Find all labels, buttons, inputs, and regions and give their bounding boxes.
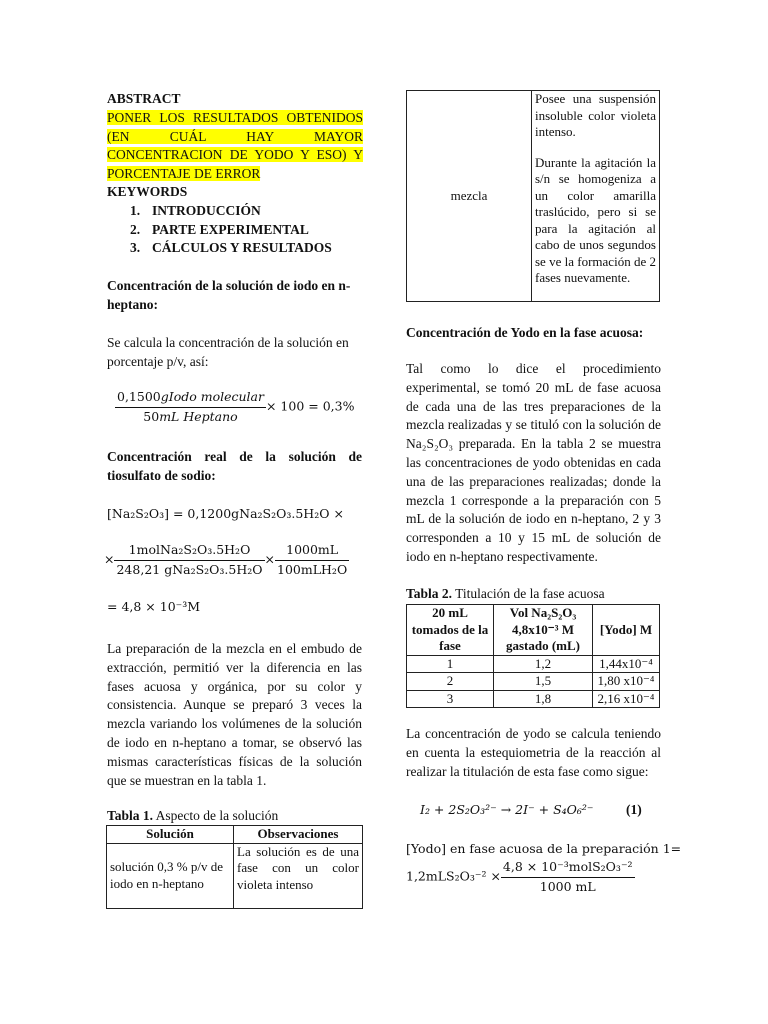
abstract-highlight-note xyxy=(107,109,363,183)
conc-iodo-heading: Concentración de la solución de iodo en n-heptano: xyxy=(107,278,351,312)
yodo-line: [Yodo] en fase acuosa de la preparación 1= xyxy=(406,841,682,856)
table1 xyxy=(106,825,363,909)
table-cell: La solución es de una fase con un color violeta intenso xyxy=(234,843,363,908)
conc-iodo-text: Se calcula la concentración de la solución en porcentaje p/v, así: xyxy=(107,335,349,369)
equation-percent: $\frac{\text{0,1500gIodo molecular}}{\text{50mL Heptano}}$ × 100 = 0,3% xyxy=(115,388,375,426)
table-header: [Yodo] M xyxy=(593,605,660,656)
table2-caption: Tabla 2. Titulación de la fase acuosa xyxy=(406,586,605,601)
section-item: 3. CÁLCULOS Y RESULTADOS xyxy=(130,240,332,256)
table-row xyxy=(407,91,660,302)
equation-tiosulfato-line1: [Na₂S₂O₃] = 0,1200gNa₂S₂O₃.5H₂O × xyxy=(107,506,344,521)
body-paragraph: Tal como lo dice el procedimiento experimental, se tomó 20 mL de fase acuosa de cada una de las tres preparaciones de la mezcla realizadas y se tituló con la solución de Na₂S₂O₃ preparada. En la tabla 2 se muestra las concentraciones de yodo obtenidas en cada una de las preparaciones realizadas; donde la mezcla 1 corresponde a la preparación con 5 mL de la solución de iodo en n-heptano, 2 y 3 corresponden a 10 y 15 mL de solución de iodo en n-heptano respectivamente. xyxy=(406,361,661,564)
table-header-row xyxy=(107,826,363,844)
equation-yodo: 1,2mLS₂O₃⁻² × $\frac{\text{4,8 × 10⁻³molS₂O₃⁻²}}{1000 mL}$ xyxy=(406,858,635,896)
conc-tio-heading: Concentración real de la solución de tiosulfato de sodio: xyxy=(107,449,362,483)
fraction: $\frac{1000mL}{\text{100mLH₂O}}$ xyxy=(277,542,348,577)
body-paragraph: La preparación de la mezcla en el embudo de extracción, permitió ver la diferencia en las fases acuosa y orgánica, por su color y consistencia. Aunque se preparó 3 veces la mezcla variando los volúmenes de la solución de iodo en n-heptano a tomar, se observó las mismas características físicas de la solución que se muestran en la tabla 1. xyxy=(107,641,362,788)
table2 xyxy=(406,604,660,708)
table-cell: 1,5 xyxy=(494,673,593,691)
table-row xyxy=(407,673,660,691)
table-header: Vol Na₂S₂O₃ 4,8x10⁻³ M gastado (mL) xyxy=(494,605,593,656)
table1-caption: Tabla 1. Aspecto de la solución xyxy=(107,808,279,823)
keywords-heading: KEYWORDS xyxy=(107,184,188,199)
table-cell: 1,80 x10⁻⁴ xyxy=(593,673,660,691)
reaction-equation: I₂ + 2S₂O₃²⁻ → 2I⁻ + S₄O₆²⁻ xyxy=(420,802,594,817)
highlighted-text: PONER LOS RESULTADOS OBTENIDOS (EN CUÁL HAY MAYOR CONCENTRACION DE YODO Y ESO) Y PORCENTAJE DE ERROR xyxy=(107,110,363,181)
fraction: $\frac{\text{1molNa₂S₂O₃.5H₂O}}{\text{248,21 gNa₂S₂O₃.5H₂O}}$ xyxy=(116,542,263,577)
conc-yodo-heading: Concentración de Yodo en la fase acuosa: xyxy=(406,325,644,340)
table-row xyxy=(107,843,363,908)
table-header: Observaciones xyxy=(234,826,363,844)
equation-number: (1) xyxy=(626,802,642,817)
abstract-heading: ABSTRACT xyxy=(107,91,181,106)
table1-continued xyxy=(406,90,660,302)
table-cell: solución 0,3 % p/v de iodo en n-heptano xyxy=(107,843,234,908)
equation-tiosulfato-line2: × $\frac{\text{1molNa₂S₂O₃.5H₂O}}{\text{248,21 gNa₂S₂O₃.5H₂O}}$ × $\frac{1000mL}{\text{100mLH₂O}}$ xyxy=(104,541,370,579)
table-header-row xyxy=(407,605,660,656)
equation-tiosulfato-result: = 4,8 × 10⁻³M xyxy=(107,599,201,614)
table-cell: mezcla xyxy=(407,91,532,302)
table-row xyxy=(407,690,660,708)
fraction: $\frac{\text{4,8 × 10⁻³molS₂O₃⁻²}}{1000 mL}$ xyxy=(502,859,633,894)
table-cell: 1,2 xyxy=(494,655,593,673)
body-paragraph-2: La concentración de yodo se calcula teniendo en cuenta la estequiometria de la reacción al realizar la titulación de esta fase como sigue: xyxy=(406,726,661,779)
fraction: $\frac{\text{0,1500gIodo molecular}}{\text{50mL Heptano}}$ xyxy=(117,389,264,424)
table-cell: 1,44x10⁻⁴ xyxy=(593,655,660,673)
section-item: 2. PARTE EXPERIMENTAL xyxy=(130,221,309,237)
section-list xyxy=(130,202,370,258)
table-row xyxy=(407,655,660,673)
table-cell: 3 xyxy=(407,690,494,708)
table-cell: 2,16 x10⁻⁴ xyxy=(593,690,660,708)
table-header: 20 mL tomados de la fase xyxy=(407,605,494,656)
table-header: Solución xyxy=(107,826,234,844)
section-item: 1. INTRODUCCIÓN xyxy=(130,203,261,218)
table-cell: 1 xyxy=(407,655,494,673)
table-cell: 2 xyxy=(407,673,494,691)
table-cell: Posee una suspensión insoluble color violeta intenso. Durante la agitación la s/n se homogeniza a un color amarilla traslúcido, pero si se para la agitación al cabo de unos segundos se ve la formación de 2 fases nuevamente. xyxy=(532,91,660,302)
table-cell: 1,8 xyxy=(494,690,593,708)
